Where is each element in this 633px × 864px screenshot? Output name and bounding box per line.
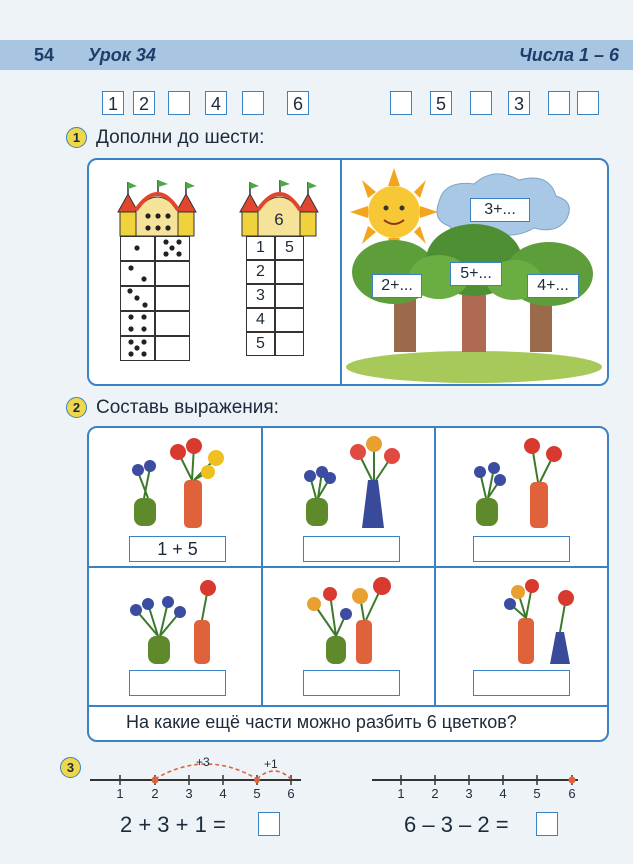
flower-vases-icon [128,432,238,532]
tick-label: 6 [568,786,576,801]
tower-answer-cell[interactable] [275,332,304,356]
dice-face-five-icon [156,237,189,260]
page-number: 54 [34,45,55,65]
dice-cell [120,311,155,336]
tower-answer-cell[interactable] [275,308,304,332]
task-number-badge: 2 [66,397,87,418]
tower-roof-number: 6 [274,210,284,229]
sequence-box[interactable] [548,91,570,115]
dice-cell [120,336,155,361]
dice-face-two-icon [121,262,154,285]
jump-label: +1 [264,757,278,771]
tower-answer-cell[interactable] [275,284,304,308]
tree-expression-middle: 5+... [450,262,502,286]
sequence-box[interactable]: 4 [205,91,227,115]
dice-face-five-icon [121,337,154,360]
dice-cell[interactable] [155,286,190,311]
panel-divider [87,566,609,568]
expression-left: 2 + 3 + 1 = [120,812,226,837]
page-header [0,40,633,70]
tower-cell: 4 [246,308,275,332]
lesson-title: Урок 34 [88,45,156,65]
tick-label: 3 [465,786,473,801]
panel-divider [87,705,609,707]
tower-cell: 2 [246,260,275,284]
sequence-box[interactable] [168,91,190,115]
dice-face-three-icon [121,287,154,310]
task-instruction: Составь выражения: [96,397,279,418]
flower-vases-icon [470,432,580,532]
tower-cell: 1 [246,236,275,260]
dice-face-one-icon [121,237,154,260]
task-number-badge: 3 [60,757,81,778]
trees-icon [346,224,602,383]
flower-vases-icon [300,574,410,668]
tower-answer-cell[interactable] [275,260,304,284]
sequence-box[interactable]: 1 [102,91,124,115]
task-number-badge: 1 [66,127,87,148]
tower-cell: 3 [246,284,275,308]
dice-face-six-icon [143,211,173,235]
expression-box[interactable] [303,670,400,696]
answer-box[interactable] [258,812,280,836]
dice-cell [120,236,155,261]
topic-title: Числа 1 – 6 [519,45,619,65]
tick-label: 1 [397,786,405,801]
expression-box[interactable] [473,670,570,696]
expression-box[interactable] [303,536,400,562]
flower-vases-icon [128,574,238,668]
tick-label: 1 [116,786,124,801]
sequence-box[interactable] [470,91,492,115]
tick-label: 4 [499,786,507,801]
tree-expression-right: 4+... [527,274,579,298]
sequence-box[interactable]: 3 [508,91,530,115]
tower-cell: 5 [275,236,304,260]
dice-cell[interactable] [155,336,190,361]
answer-box[interactable] [536,812,558,836]
task-instruction: Дополни до шести: [96,127,265,148]
dice-face-four-icon [121,312,154,335]
task2-question: На какие ещё части можно разбить 6 цветков? [126,712,517,732]
sequence-box[interactable] [390,91,412,115]
tick-label: 2 [151,786,159,801]
tree-expression-left: 2+... [372,274,422,298]
cloud-expression: 3+... [470,198,530,222]
expression-box[interactable] [473,536,570,562]
flower-vases-icon [300,432,410,532]
flower-vases-icon [470,574,580,668]
tick-label: 3 [185,786,193,801]
jump-label: +3 [196,755,210,769]
expression-right: 6 – 3 – 2 = [404,812,509,837]
dice-cell [155,236,190,261]
expression-box[interactable] [129,670,226,696]
tower-cell: 5 [246,332,275,356]
sequence-box[interactable]: 5 [430,91,452,115]
tick-label: 6 [287,786,295,801]
sequence-box[interactable] [577,91,599,115]
dice-cell[interactable] [155,311,190,336]
dice-cell [120,261,155,286]
expression-box[interactable]: 1 + 5 [129,536,226,562]
dice-cell[interactable] [155,261,190,286]
sequence-box[interactable]: 6 [287,91,309,115]
tick-label: 4 [219,786,227,801]
sequence-box[interactable] [242,91,264,115]
tick-label: 2 [431,786,439,801]
tick-label: 5 [533,786,541,801]
tick-label: 5 [253,786,261,801]
dice-cell [120,286,155,311]
panel-divider [340,158,342,386]
sequence-box[interactable]: 2 [133,91,155,115]
